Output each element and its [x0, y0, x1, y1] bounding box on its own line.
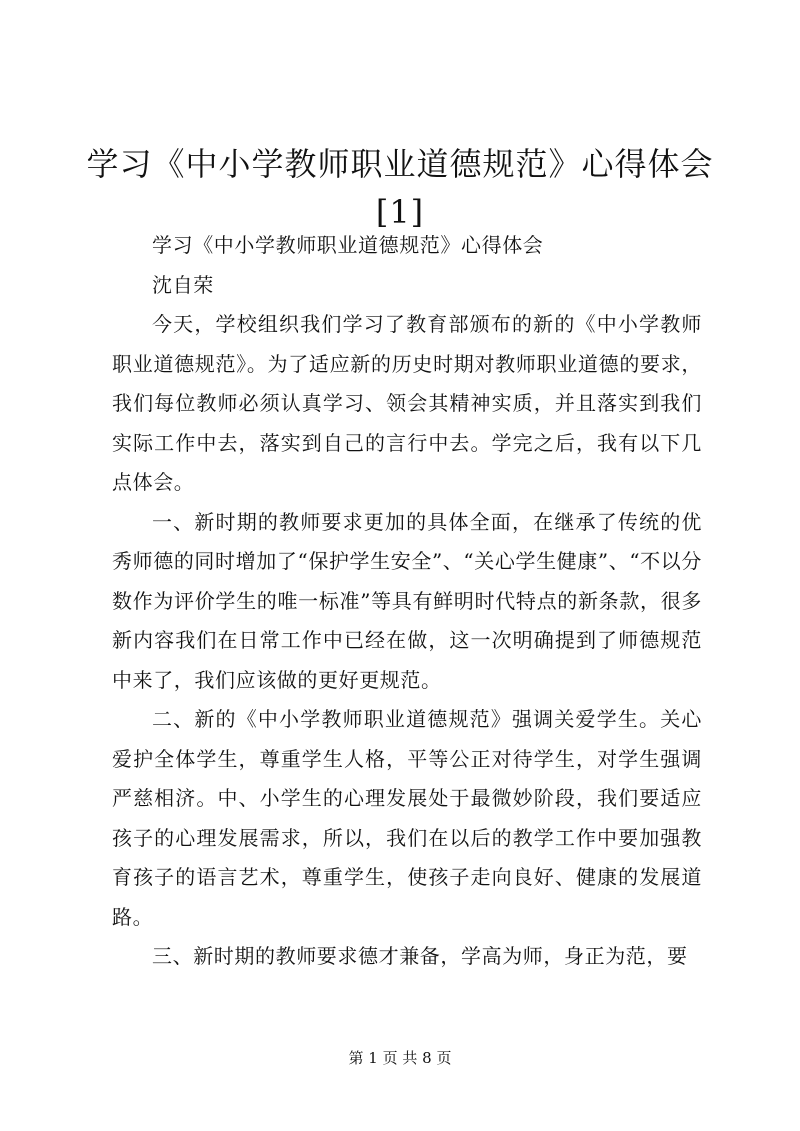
- subtitle-paragraph: 学习《中小学教师职业道德规范》心得体会: [152, 233, 544, 257]
- body-paragraph-intro: 今天，学校组织我们学习了教育部颁布的新的《中小学教师职业道德规范》。为了适应新的历史时期对教师职业道德的要求，我们每位教师必须认真学习、领会其精神实质，并且落实到我们实际工作中去，落实到自己的言行中去。学完之后，我有以下几点体会。: [112, 312, 702, 494]
- body-paragraph-point-3: 三、新时期的教师要求德才兼备，学高为师，身正为范，要: [152, 944, 688, 968]
- document-title: [60, 140, 740, 236]
- page-footer: 第 1 页 共 8 页: [348, 1049, 452, 1067]
- title-line-2: [1]: [375, 193, 425, 231]
- title-line-1: 学习《中小学教师职业道德规范》心得体会: [86, 145, 714, 183]
- document-body: [112, 226, 702, 977]
- body-paragraph-point-2: 二、新的《中小学教师职业道德规范》强调关爱学生。关心爱护全体学生，尊重学生人格，平等公正对待学生，对学生强调严慈相济。中、小学生的心理发展处于最微妙阶段，我们要适应孩子的心理发展需求，所以，我们在以后的教学工作中要加强教育孩子的语言艺术，尊重学生，使孩子走向良好、健康的发展道路。: [112, 707, 702, 929]
- author-paragraph: 沈自荣: [152, 272, 214, 297]
- body-paragraph-point-1: 一、新时期的教师要求更加的具体全面，在继承了传统的优秀师德的同时增加了“保护学生安全”、“关心学生健康”、“不以分数作为评价学生的唯一标准”等具有鲜明时代特点的新条款，很多新内容我们在日常工作中已经在做，这一次明确提到了师德规范中来了，我们应该做的更好更规范。: [112, 509, 702, 692]
